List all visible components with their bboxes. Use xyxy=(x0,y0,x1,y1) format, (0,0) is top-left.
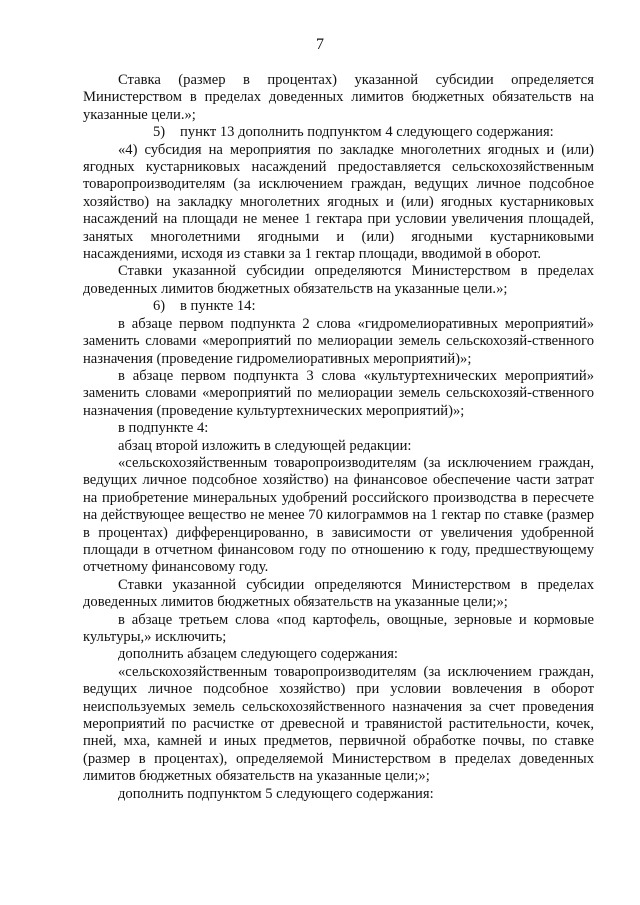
paragraph: в абзаце первом подпункта 3 слова «культуртехнических мероприятий» заменить словами «мероприятий по мелиорации земель сельскохозяй-ственного назначения (проведение культуртехнических мероприятий)»; xyxy=(83,367,594,419)
paragraph: «сельскохозяйственным товаропроизводителям (за исключением граждан, ведущих личное подсобное хозяйство) на финансовое обеспечение части затрат на приобретение минеральных удобрений российского производства в пересчете на действующее вещество не менее 70 килограммов на 1 гектар по ставке (размер в процентах) дифференцированно, в зависимости от увеличения удобренной площади в отчетном финансовом году по отношению к году, предшествующему отчетному финансовому году. xyxy=(83,454,594,576)
item-text: пункт 13 дополнить подпунктом 4 следующего содержания: xyxy=(180,124,554,141)
paragraph: «сельскохозяйственным товаропроизводителям (за исключением граждан, ведущих личное подсобное хозяйство) при условии вовлечения в оборот неиспользуемых земель сельскохозяйственного назначения за счет проведения мероприятий по расчистке от древесной и травянистой растительности, кочек, пней, мха, камней и иных предметов, первичной обработке почвы, по ставке (размер в процентах), определяемой Министерством в пределах доведенных лимитов бюджетных обязательств на указанные цели;»; xyxy=(83,663,594,785)
paragraph: в подпункте 4: xyxy=(118,420,209,437)
paragraph: абзац второй изложить в следующей редакции: xyxy=(118,437,412,454)
paragraph: «4) субсидия на мероприятия по закладке многолетних ягодных и (или) ягодных кустарниковых насаждений предоставляется сельскохозяйственным товаропроизводителям (за исключением граждан, ведущих личное подсобное хозяйство) на закладку многолетних ягодных и (или) ягодных кустарниковых насаждений на площади не менее 1 гектара при условии увеличения площадей, занятых многолетними ягодными и (или) ягодными кустарниковыми насаждениями, исходя из ставки за 1 гектар площади, вводимой в оборот. xyxy=(83,141,594,263)
paragraph: дополнить абзацем следующего содержания: xyxy=(118,646,398,663)
paragraph: дополнить подпунктом 5 следующего содержания: xyxy=(118,785,434,802)
item-text: в пункте 14: xyxy=(180,298,256,315)
document-body xyxy=(83,72,594,803)
paragraph: в абзаце третьем слова «под картофель, овощные, зерновые и кормовые культуры,» исключить; xyxy=(83,611,594,645)
paragraph: Ставки указанной субсидии определяются Министерством в пределах доведенных лимитов бюджетных обязательств на указанные цели;»; xyxy=(83,576,594,611)
paragraph: Ставка (размер в процентах) указанной субсидии определяется Министерством в пределах доведенных лимитов бюджетных обязательств на указанные цели.»; xyxy=(83,72,594,123)
paragraph: в абзаце первом подпункта 2 слова «гидромелиоративных мероприятий» заменить словами «мероприятий по мелиорации земель сельскохозяй-ственного назначения (проведение гидромелиоративных мероприятий)»; xyxy=(83,315,594,367)
item-number: 6) xyxy=(153,298,166,315)
item-number: 5) xyxy=(153,124,166,141)
paragraph: Ставки указанной субсидии определяются Министерством в пределах доведенных лимитов бюджетных обязательств на указанные цели.»; xyxy=(83,263,594,297)
list-item-6 xyxy=(83,298,594,315)
page-number: 7 xyxy=(316,36,324,53)
list-item-5 xyxy=(83,124,594,141)
